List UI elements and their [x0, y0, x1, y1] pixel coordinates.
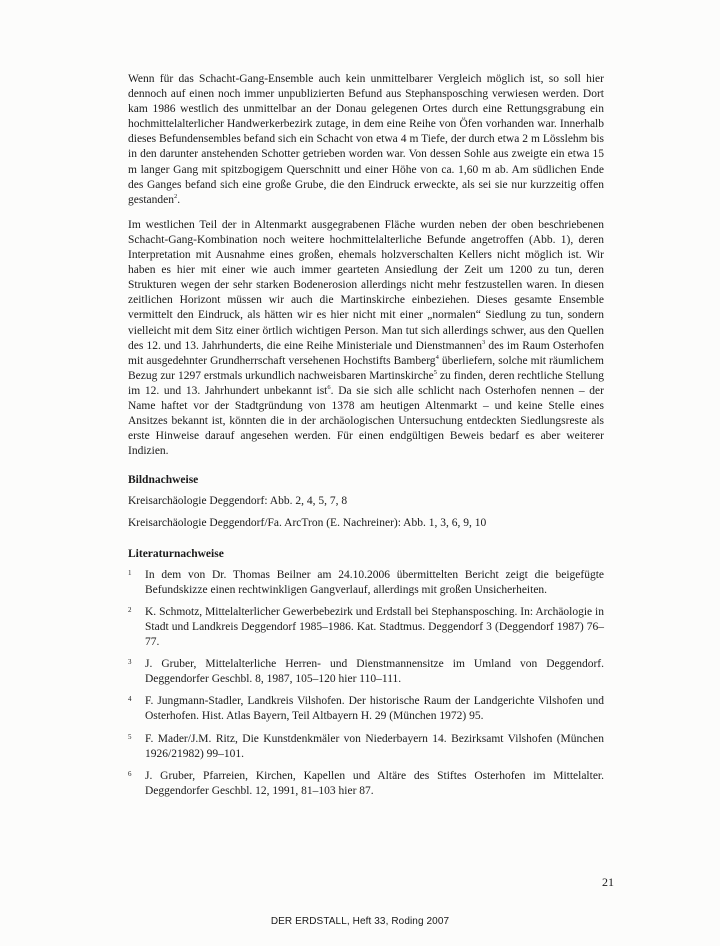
reference-text: F. Jungmann-Stadler, Landkreis Vilshofen. Der historische Raum der Landgerichte Vilshofen und Osterhofen. Hist. Atlas Bayern, Teil Altbayern H. 29 (München 1972) 95. — [145, 695, 604, 723]
paragraph-altenmarkt — [128, 218, 604, 460]
article-body — [128, 72, 604, 806]
reference-number: 2 — [128, 605, 132, 614]
reference-text: F. Mader/J.M. Ritz, Die Kunstdenkmäler von Niederbayern 14. Bezirksamt Vilshofen (München 1926/21982) 99–101. — [145, 732, 604, 760]
references-list — [128, 568, 604, 799]
paragraph-segment: des im Raum Osterhofen mit ausgedehnter Grundherrschaft versehenen Hochstifts Bamberg — [128, 339, 604, 367]
footnote-marker: 6 — [327, 384, 331, 392]
reference-item — [128, 694, 604, 724]
paragraph-segment: überliefern, solche mit räumlichem Bezug zur 1297 erstmals urkundlich nachweisbaren Martinskirche — [128, 354, 604, 382]
paragraph-stephansposching — [128, 72, 604, 208]
reference-item — [128, 605, 604, 650]
reference-text: J. Gruber, Pfarreien, Kirchen, Kapellen und Altäre des Stiftes Osterhofen im Mittelalter. Deggendorfer Geschbl. 12, 1991, 81–103 hier 87. — [145, 769, 604, 797]
paragraph-text: Wenn für das Schacht-Gang-Ensemble auch kein unmittelbarer Vergleich möglich ist, so soll hier dennoch auf einen noch immer unpublizierten Befund aus Stephansposching verwiesen werden. Dort kam 1986 westlich des unmittelbar an der Donau gelegenen Ortes durch eine Rettungsgrabung ein hochmittelalterlicher Handwerkerbezirk zutage, in dem eine Reihe von Öfen vorhanden war. Innerhalb dieses Befundensembles befand sich ein Schacht von etwa 4 m Tiefe, der durch etwa 2 m Lösslehm bis in den darunter anstehenden Schotter getrieben worden war. Von dessen Sohle aus zweigte ein etwa 15 m langer Gang mit spitzbogigem Querschnitt und einer Höhe von ca. 1,60 m ab. Am südlichen Ende des Ganges befand sich eine große Grube, die den Eindruck erweckte, als sei sie nur kurzzeitig offen gestanden — [128, 73, 604, 206]
reference-text: K. Schmotz, Mittelalterlicher Gewerbebezirk und Erdstall bei Stephansposching. In: Archäologie in Stadt und Landkreis Deggendorf 1985–1986. Kat. Stadtmus. Deggendorf 3 (Deggendorf 1987) 76–77. — [145, 605, 604, 649]
reference-text: In dem von Dr. Thomas Beilner am 24.10.2006 übermittelten Bericht zeigt die beigefügte Befundskizze einen rechtwinkligen Gangverlauf, allerdings mit großen Unsicherheiten. — [145, 568, 604, 596]
page-footer: DER ERDSTALL, Heft 33, Roding 2007 — [270, 916, 450, 927]
reference-number: 6 — [128, 769, 132, 778]
paragraph-segment: Im westlichen Teil der in Altenmarkt ausgegrabenen Fläche wurden neben der oben beschriebenen Schacht-Gang-Kombination noch weitere hochmittelalterliche Befunde angetroffen (Abb. 1), deren Interpretation mit Ausnahme eines großen, ehemals holzverschalten Kellers nicht möglich ist. Wir haben es hier mit einer wie auch immer gearteten Ansiedlung der Zeit um 1200 zu tun, deren Strukturen wegen der sehr starken Bodenerosion allerdings nicht mehr festzustellen waren. In diesen zeitlichen Horizont müssen wir auch die Martinskirche einbeziehen. Dieses gesamte Ensemble vermittelt den Eindruck, als hätten wir es hier nicht mit einer „normalen“ Siedlung zu tun, sondern vielleicht mit dem Sitz einer örtlich wichtigen Person. Man tut sich allerdings schwer, aus den Quellen des 12. und 13. Jahrhunderts, die eine Reihe Ministeriale und Dienstmannen — [128, 218, 604, 352]
paragraph-segment: . Da sie sich alle schlicht nach Osterhofen nennen – der Name haftet vor der Stadtgründung von 1378 am heutigen Altenmarkt – und keine Stelle eines Ansitzes bekannt ist, könnten die in der archäologischen Untersuchung entdeckten Siedlungsreste als erste Hinweise darauf angesehen werden. Für einen endgültigen Beweis bedarf es aber weiterer Indizien. — [128, 384, 604, 458]
references-heading: Literaturnachweise — [128, 547, 224, 560]
credit-line: Kreisarchäologie Deggendorf: Abb. 2, 4, 5, 7, 8 — [128, 495, 348, 508]
reference-item — [128, 769, 604, 799]
credits-heading: Bildnachweise — [128, 474, 199, 487]
footnote-marker: 3 — [482, 338, 486, 346]
page-number: 21 — [602, 875, 614, 889]
reference-item — [128, 568, 604, 598]
paragraph-tail: . — [177, 193, 181, 206]
reference-number: 4 — [128, 695, 132, 704]
reference-item — [128, 732, 604, 762]
reference-number: 5 — [128, 732, 132, 741]
reference-number: 1 — [128, 568, 132, 577]
reference-number: 3 — [128, 658, 132, 667]
footnote-marker: 4 — [435, 353, 439, 361]
reference-item — [128, 657, 604, 687]
paragraph-segment: zu finden, deren rechtliche Stellung im 12. und 13. Jahrhundert unbekannt ist — [128, 369, 604, 397]
footnote-marker: 5 — [433, 368, 437, 376]
footnote-marker: 2 — [173, 192, 178, 200]
reference-text: J. Gruber, Mittelalterliche Herren- und Dienstmannensitze im Umland von Deggendorf. Deggendorfer Geschbl. 8, 1987, 105–120 hier 110–111. — [145, 658, 604, 686]
credit-line: Kreisarchäologie Deggendorf/Fa. ArcTron (E. Nachreiner): Abb. 1, 3, 6, 9, 10 — [128, 516, 487, 529]
